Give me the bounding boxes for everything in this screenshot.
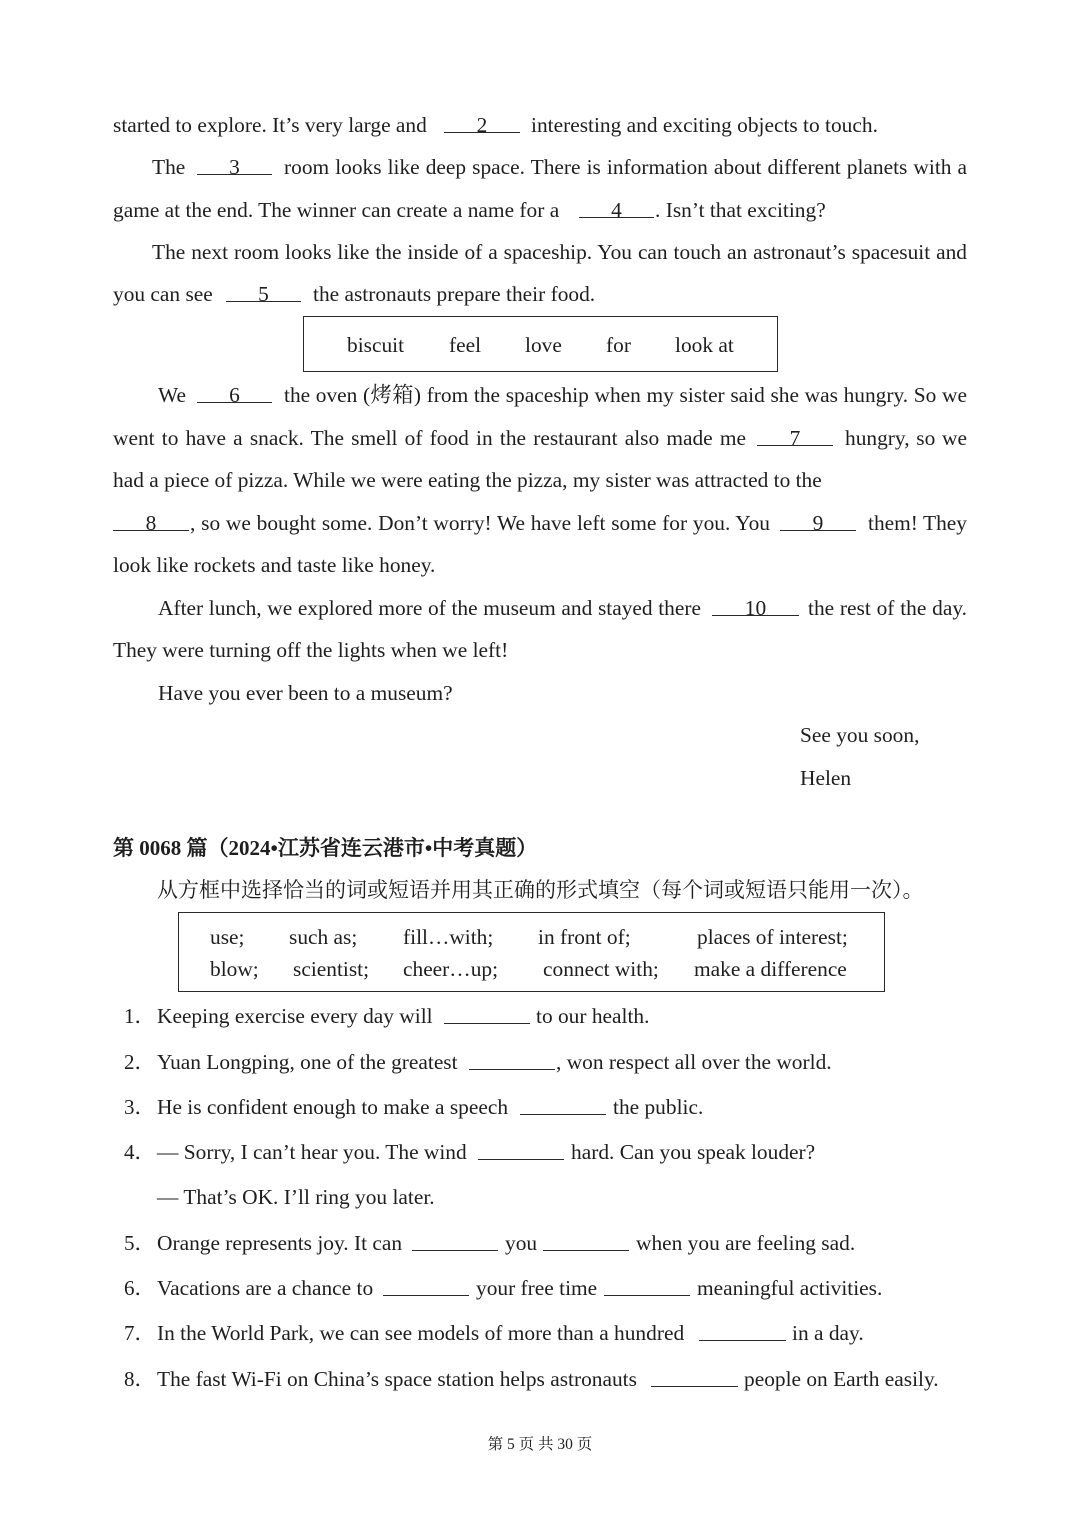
passage-line [0,550,1080,580]
passage-text: you can see [113,282,213,306]
word-option: use; [210,924,245,949]
word-option: make a difference [694,956,847,981]
passage-line [0,508,1080,538]
passage-text: the astronauts prepare their food. [313,282,596,306]
passage-line [0,678,1080,708]
passage-line [0,423,1080,453]
question-text: Yuan Longping, one of the greatest [157,1050,458,1074]
word-box [303,316,778,372]
passage-text: We [158,383,186,407]
word-option: scientist; [293,956,370,981]
question-number: 1． [124,1004,156,1028]
section-instruction [0,875,1080,905]
passage-text: game at the end. The winner can create a name for a [113,198,560,222]
question-item [0,1228,1080,1258]
answer-blank [543,1228,629,1251]
passage-text: the rest of the day. [808,596,967,620]
answer-blank [444,1001,530,1024]
question-text: Keeping exercise every day will [157,1004,433,1028]
section-title: 第 0068 篇（2024•江苏省连云港市•中考真题） [113,836,538,860]
question-text: He is confident enough to make a speech [157,1095,509,1119]
question-number: 6． [124,1276,156,1300]
passage-text: them! They [868,511,967,535]
word-option: in front of; [538,924,631,949]
question-number: 2． [124,1050,156,1074]
question-item [0,1273,1080,1303]
question-reply [0,1182,1080,1212]
passage-text: room looks like deep space. There is information about different planets with a [284,155,967,179]
passage-text: The next room looks like the inside of a spaceship. You can touch an astronaut’s spacesuit and [152,240,967,264]
passage-line [0,195,1080,225]
passage-text: They were turning off the lights when we left! [113,638,509,662]
word-option: blow; [210,956,259,981]
passage-line [0,593,1080,623]
answer-blank [651,1364,738,1387]
word-option: fill…with; [403,924,494,949]
passage-line [0,465,1080,495]
word-option: love [525,333,562,357]
numbered-blank: 5 [226,279,301,302]
question-text: Vacations are a chance to [157,1276,374,1300]
instruction-text: 从方框中选择恰当的词或短语并用其正确的形式填空（每个词或短语只能用一次）。 [157,878,924,902]
question-text: to our health. [536,1004,650,1028]
passage-text: , so we bought some. Don’t worry! We have left some for you. You [190,511,770,535]
passage-line [0,279,1080,309]
passage-line [0,152,1080,182]
passage-line [0,380,1080,410]
answer-blank [604,1273,690,1296]
numbered-blank: 8 [113,508,189,531]
question-item [0,1092,1080,1122]
numbered-blank: 4 [579,195,654,218]
numbered-blank: 6 [197,380,272,403]
word-option: such as; [289,924,358,949]
question-text: in a day. [792,1321,864,1345]
passage-line [0,237,1080,267]
passage-line [0,110,1080,140]
passage-text: started to explore. It’s very large and [113,113,427,137]
question-text: meaningful activities. [697,1276,883,1300]
numbered-blank: 10 [712,593,799,616]
passage-text: the oven (烤箱) from the spaceship when my sister said she was hungry. So we [284,383,967,407]
page-footer: 第 5 页 共 30 页 [487,1436,593,1453]
passage-text: had a piece of pizza. While we were eating the pizza, my sister was attracted to the [113,468,822,492]
question-text: The fast Wi-Fi on China’s space station helps astronauts [157,1367,637,1391]
passage-line [0,635,1080,665]
word-option: biscuit [347,333,405,357]
passage-text: hungry, so we [845,426,967,450]
answer-blank [520,1092,606,1115]
question-text: hard. Can you speak louder? [571,1140,816,1164]
question-number: 3． [124,1095,156,1119]
passage-text: went to have a snack. The smell of food in the restaurant also made me [113,426,746,450]
word-box [178,912,885,992]
question-text: people on Earth easily. [744,1367,939,1391]
letter-signature [0,763,1080,793]
question-number: 8． [124,1367,156,1391]
passage-text: After lunch, we explored more of the museum and stayed there [158,596,701,620]
question-item [0,1137,1080,1167]
question-text: when you are feeling sad. [636,1231,856,1255]
answer-blank [412,1228,498,1251]
question-text: In the World Park, we can see models of more than a hundred [157,1321,685,1345]
answer-blank [478,1137,564,1160]
passage-text: Have you ever been to a museum? [158,681,453,705]
question-text: Orange represents joy. It can [157,1231,403,1255]
section-header [0,833,1080,863]
question-text: your free time [476,1276,598,1300]
passage-text: . Isn’t that exciting? [655,198,826,222]
question-item [0,1001,1080,1031]
word-option: places of interest; [697,924,848,949]
word-option: look at [675,333,734,357]
question-text: , won respect all over the world. [556,1050,832,1074]
dialogue-reply: — That’s OK. I’ll ring you later. [157,1185,435,1209]
question-number: 5． [124,1231,156,1255]
numbered-blank: 3 [197,152,272,175]
numbered-blank: 2 [444,110,520,133]
word-option: for [606,333,631,357]
closing-greeting: See you soon, [800,723,920,747]
passage-text: look like rockets and taste like honey. [113,553,436,577]
question-number: 4． [124,1140,156,1164]
question-item [0,1047,1080,1077]
answer-blank [469,1047,555,1070]
answer-blank [699,1318,786,1341]
question-item [0,1364,1080,1394]
answer-blank [383,1273,469,1296]
question-number: 7． [124,1321,156,1345]
question-text: the public. [613,1095,704,1119]
letter-closing [0,720,1080,750]
numbered-blank: 7 [757,423,833,446]
word-option: connect with; [543,956,659,981]
passage-text: The [152,155,186,179]
question-text: — Sorry, I can’t hear you. The wind [157,1140,467,1164]
passage-text: interesting and exciting objects to touch. [531,113,878,137]
word-option: cheer…up; [403,956,499,981]
question-text: you [505,1231,538,1255]
question-item [0,1318,1080,1348]
numbered-blank: 9 [780,508,856,531]
word-option: feel [449,333,482,357]
signature: Helen [800,766,852,790]
